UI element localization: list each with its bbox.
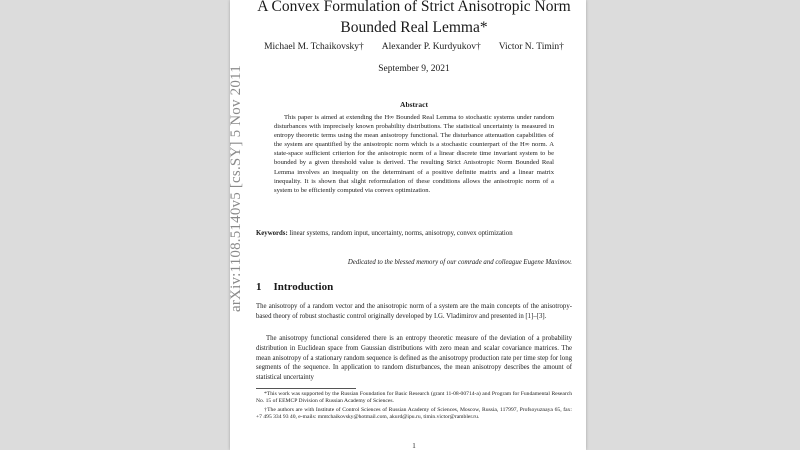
page-number: 1 — [412, 442, 416, 450]
abstract-text: This paper is aimed at extending the H∞ Bounded Real Lemma to stochastic systems under random disturbances with imprecisely known probability distributions. The statistical uncertainty is measured in entropy theoretic terms using the mean anisotropy functional. The disturbance attenuation capabilities of the system are quantified by the anisotropic norm which is a stochastic counterpart of the H∞ norm. A state-space sufficient criterion for the anisotropic norm of a linear discrete time invariant system to be bounded by a given threshold value is derived. The resulting Strict Anisotropic Norm Bounded Real Lemma involves an inequality on the determinant of a positive definite matrix and a linear matrix inequality. It is shown that slight reformulation of these conditions allows the anisotropic norm of a system to be efficiently computed via convex optimization. — [274, 114, 554, 194]
section-number: 1 — [256, 281, 262, 293]
abstract-heading: Abstract — [400, 100, 428, 109]
paper-date: September 9, 2021 — [378, 64, 450, 74]
footnote-divider — [256, 388, 356, 389]
section-heading — [256, 281, 572, 293]
author-name: Victor N. Timin† — [498, 42, 564, 52]
paragraph: The anisotropy functional considered there is an entropy theoretic measure of the deviation of a probability distribution in Euclidean space from Gaussian distributions with zero mean and scalar covariance matrices. The mean anisotropy of a stationary random sequence is defined as the anisotropy production rate per time step for long segments of the sequence. In application to random disturbances, the mean anisotropy describes the amount of statistical uncertainty — [256, 335, 572, 382]
paragraph: The anisotropy of a random vector and the anisotropic norm of a system are the main concepts of the anisotropy-based theory of robust stochastic control originally developed by I.G. Vladimirov and presented in [1]–[3]. — [256, 303, 572, 320]
author-list — [256, 42, 572, 52]
footnote: †The authors are with Institute of Control Sciences of Russian Academy of Sciences, Moscow, Russia, 117997, Profsoyuznaya 65, fax: +7 495 334 93 40, e-mails: mmtchaikovsky@hotmail.com, akurd@ipu.ru, timin.victor@rambler.ru. — [256, 407, 572, 421]
paper-title: A Convex Formulation of Strict Anisotropic Norm Bounded Real Lemma* — [257, 0, 571, 36]
author-name: Michael M. Tchaikovsky† — [264, 42, 364, 52]
arxiv-identifier: arXiv:1108.5140v5 [cs.SY] 5 Nov 2011 — [228, 65, 244, 312]
dedication: Dedicated to the blessed memory of our comrade and colleague Eugene Maximov. — [347, 259, 572, 266]
author-name: Alexander P. Kurdyukov† — [381, 42, 481, 52]
keywords-text: linear systems, random input, uncertainty, norms, anisotropy, convex optimization — [289, 230, 513, 237]
section-title: Introduction — [273, 281, 334, 293]
keywords-label: Keywords: — [256, 230, 288, 237]
keywords — [256, 229, 572, 239]
footnote: *This work was supported by the Russian Foundation for Basic Research (grant 11-08-00714-a) and Program for Fundamental Research No. 15 of EEMCP Division of Russian Academy of Sciences. — [256, 391, 572, 405]
